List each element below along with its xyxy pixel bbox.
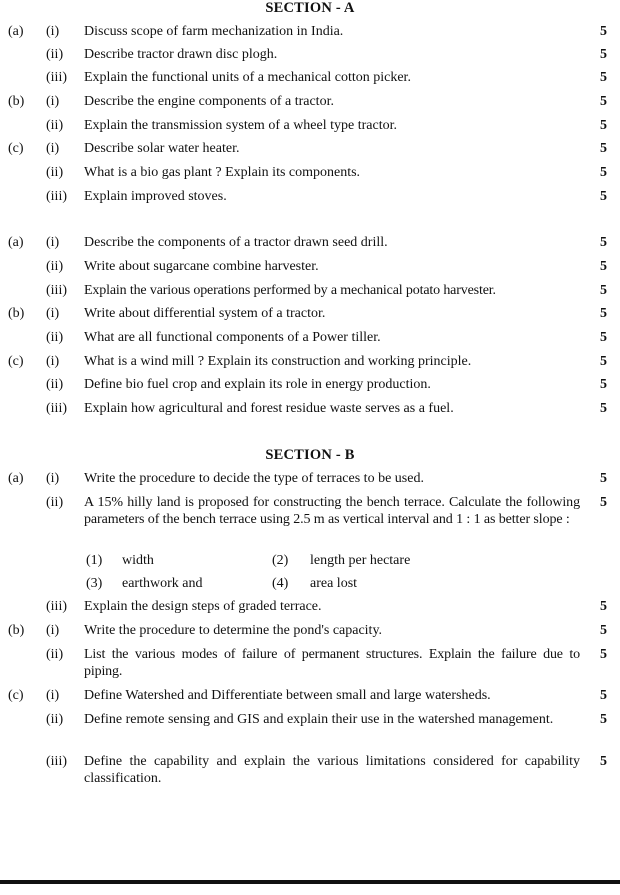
subpart-label: (i) [46,94,60,109]
question-text: What are all functional components of a Power tiller. [84,330,381,345]
subpart-label: (ii) [46,330,64,345]
option-label: length per hectare [310,553,411,568]
subpart-label: (iii) [46,283,67,298]
marks: 5 [600,401,607,416]
marks: 5 [600,94,607,109]
question-text: Explain improved stoves. [84,189,227,204]
marks: 5 [600,688,607,703]
question-text: Explain the various operations performed by a mechanical potato harvester. [84,283,496,298]
subpart-label: (i) [46,688,60,703]
option-label: width [122,553,154,568]
subpart-label: (ii) [46,712,64,727]
part-label: (a) [8,235,24,250]
marks: 5 [600,623,607,638]
marks: 5 [600,754,607,769]
marks: 5 [600,377,607,392]
question-text: List the various modes of failure of permanent structures. Explain the failure due to piping. [84,647,580,679]
marks: 5 [600,495,607,510]
question-text: Explain the design steps of graded terrace. [84,599,322,614]
question-text: Explain how agricultural and forest residue waste serves as a fuel. [84,401,454,416]
option-label: area lost [310,576,358,591]
question-text: Describe the components of a tractor drawn seed drill. [84,235,388,250]
question-text: Write about sugarcane combine harvester. [84,259,319,274]
marks: 5 [600,118,607,133]
marks: 5 [600,471,607,486]
question-text: Discuss scope of farm mechanization in India. [84,24,344,39]
question-text: Define the capability and explain the various limitations considered for capability classification. [84,754,580,786]
question-text: Describe solar water heater. [84,141,240,156]
marks: 5 [600,712,607,727]
page-bottom-rule [0,880,620,884]
question-text: Describe the engine components of a tractor. [84,94,334,109]
marks: 5 [600,141,607,156]
question-text: Define bio fuel crop and explain its role in energy production. [84,377,431,392]
part-label: (c) [8,688,24,703]
subpart-label: (i) [46,306,60,321]
subpart-label: (i) [46,623,60,638]
marks: 5 [600,47,607,62]
subpart-label: (ii) [46,647,64,662]
marks: 5 [600,259,607,274]
subpart-label: (ii) [46,165,64,180]
option-number: (4) [272,576,289,591]
subpart-label: (ii) [46,47,64,62]
part-label: (c) [8,141,24,156]
marks: 5 [600,165,607,180]
question-text: What is a wind mill ? Explain its construction and working principle. [84,354,472,369]
part-label: (a) [8,471,24,486]
question-text: Describe tractor drawn disc plogh. [84,47,278,62]
question-text: Write the procedure to decide the type of terraces to be used. [84,471,424,486]
part-label: (b) [8,306,25,321]
marks: 5 [600,599,607,614]
section-a-heading: SECTION - A [265,0,355,16]
question-text: Write about differential system of a tractor. [84,306,326,321]
marks: 5 [600,283,607,298]
part-label: (a) [8,24,24,39]
question-text: A 15% hilly land is proposed for constructing the bench terrace. Calculate the following parameters of the bench terrace using 2.5 m as vertical interval and 1 : 1 as better slope : [84,495,580,527]
marks: 5 [600,189,607,204]
option-label: earthwork and [122,576,203,591]
subpart-label: (iii) [46,754,67,769]
part-label: (b) [8,94,25,109]
subpart-label: (i) [46,235,60,250]
part-label: (b) [8,623,25,638]
option-number: (1) [86,553,103,568]
marks: 5 [600,24,607,39]
question-text: Define Watershed and Differentiate between small and large watersheds. [84,688,491,703]
option-number: (3) [86,576,103,591]
subpart-label: (ii) [46,118,64,133]
subpart-label: (i) [46,471,60,486]
section-b-heading: SECTION - B [265,447,355,463]
subpart-label: (ii) [46,259,64,274]
marks: 5 [600,235,607,250]
subpart-label: (iii) [46,599,67,614]
subpart-label: (ii) [46,377,64,392]
subpart-label: (i) [46,354,60,369]
option-number: (2) [272,553,289,568]
part-label: (c) [8,354,24,369]
marks: 5 [600,330,607,345]
question-text: Explain the functional units of a mechanical cotton picker. [84,70,411,85]
subpart-label: (iii) [46,70,67,85]
marks: 5 [600,306,607,321]
question-text: Write the procedure to determine the pond's capacity. [84,623,383,638]
subpart-label: (iii) [46,189,67,204]
subpart-label: (iii) [46,401,67,416]
question-text: Explain the transmission system of a wheel type tractor. [84,118,397,133]
question-text: What is a bio gas plant ? Explain its components. [84,165,361,180]
marks: 5 [600,70,607,85]
subpart-label: (i) [46,141,60,156]
marks: 5 [600,354,607,369]
subpart-label: (ii) [46,495,64,510]
question-text: Define remote sensing and GIS and explain their use in the watershed management. [84,712,554,727]
marks: 5 [600,647,607,662]
subpart-label: (i) [46,24,60,39]
